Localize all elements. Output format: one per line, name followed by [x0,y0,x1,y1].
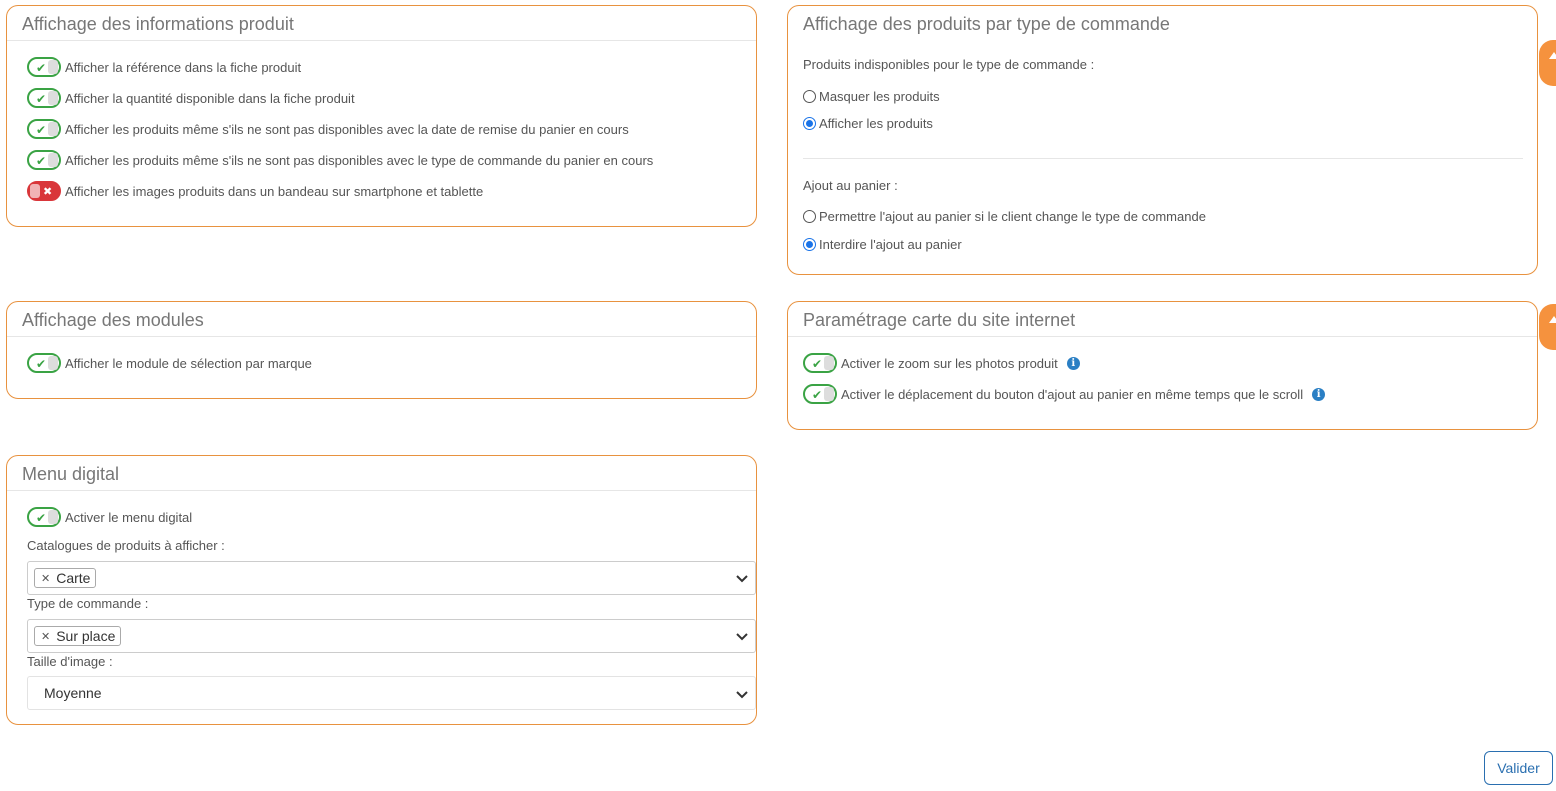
toggle-switch[interactable] [27,57,61,77]
radio-button[interactable] [803,210,816,223]
modules-panel [6,301,757,399]
option-brand-module[interactable] [27,353,312,373]
chevron-down-icon[interactable] [735,629,749,643]
option-label: Activer le déplacement du bouton d'ajout au panier en même temps que le scroll [841,386,1304,402]
option-label: Afficher les produits même s'ils ne sont pas disponibles avec la date de remise du panier en cours [65,121,629,137]
radio-hide-products[interactable] [803,89,940,104]
panel-title: Affichage des informations produit [7,6,756,41]
check-icon: ✔ [36,61,47,75]
tag-label: Sur place [56,628,116,644]
check-icon: ✔ [36,511,47,525]
submit-button[interactable]: Valider [1484,751,1553,785]
check-icon: ✔ [36,154,47,168]
radio-button[interactable] [803,238,816,251]
order-type-select[interactable] [27,619,756,653]
option-label: Activer le zoom sur les photos produit [841,355,1058,371]
radio-label: Interdire l'ajout au panier [819,237,962,252]
radio-label: Permettre l'ajout au panier si le client change le type de commande [819,209,1206,224]
scroll-top-tab[interactable] [1539,40,1556,86]
image-size-label: Taille d'image : [27,654,113,669]
option-scroll-cart-button[interactable] [803,384,1325,404]
radio-button[interactable] [803,90,816,103]
catalogs-label: Catalogues de produits à afficher : [27,538,225,553]
toggle-switch[interactable] [27,353,61,373]
toggle-switch[interactable] [803,384,837,404]
divider [803,158,1523,159]
toggle-switch[interactable] [27,150,61,170]
radio-forbid-add-to-cart[interactable] [803,237,962,252]
arrow-up-icon [1549,52,1556,59]
remove-tag-icon[interactable]: ✕ [41,572,51,585]
option-label: Afficher la référence dans la fiche produit [65,59,302,75]
option-show-quantity[interactable] [27,88,355,108]
check-icon: ✔ [36,123,47,137]
radio-label: Masquer les produits [819,89,940,104]
image-size-select[interactable] [27,676,756,710]
close-icon: ✖ [43,186,53,198]
toggle-switch[interactable] [803,353,837,373]
option-label: Afficher les images produits dans un bandeau sur smartphone et tablette [65,183,484,199]
chevron-down-icon[interactable] [735,687,749,701]
option-label: Afficher le module de sélection par marque [65,355,312,371]
chevron-down-icon[interactable] [735,571,749,585]
tag-label: Carte [56,570,91,586]
order-type-label: Type de commande : [27,596,149,611]
radio-show-products[interactable] [803,116,933,131]
toggle-switch[interactable] [27,181,61,201]
option-label: Afficher les produits même s'ils ne sont pas disponibles avec le type de commande du panier en cours [65,152,654,168]
option-show-image-banner[interactable] [27,181,483,201]
panel-title: Affichage des modules [7,302,756,337]
radio-allow-add-to-cart[interactable] [803,209,1206,224]
info-icon[interactable]: i [1312,388,1325,401]
info-icon[interactable]: i [1067,357,1080,370]
check-icon: ✔ [812,357,823,371]
radio-button[interactable] [803,117,816,130]
panel-title: Menu digital [7,456,756,491]
option-show-reference[interactable] [27,57,301,77]
check-icon: ✔ [36,92,47,106]
option-show-unavailable-order-type[interactable] [27,150,653,170]
panel-title: Paramétrage carte du site internet [788,302,1537,337]
option-label: Afficher la quantité disponible dans la fiche produit [65,90,355,106]
remove-tag-icon[interactable]: ✕ [41,630,51,643]
select-value: Moyenne [44,685,102,701]
unavailable-products-label: Produits indisponibles pour le type de commande : [803,57,1095,72]
panel-title: Affichage des produits par type de commande [803,14,1170,34]
radio-label: Afficher les produits [819,116,933,131]
toggle-switch[interactable] [27,88,61,108]
selected-tag [34,626,121,646]
toggle-switch[interactable] [27,119,61,139]
scroll-up-tab[interactable] [1539,304,1556,350]
toggle-switch[interactable] [27,507,61,527]
arrow-up-icon [1549,316,1556,323]
option-digital-menu[interactable] [27,507,192,527]
check-icon: ✔ [36,357,47,371]
selected-tag [34,568,96,588]
check-icon: ✔ [812,388,823,402]
option-photo-zoom[interactable] [803,353,1080,373]
catalogs-select[interactable] [27,561,756,595]
option-label: Activer le menu digital [65,509,193,525]
add-to-cart-label: Ajout au panier : [803,178,898,193]
order-type-panel [787,5,1538,275]
option-show-unavailable-date[interactable] [27,119,629,139]
